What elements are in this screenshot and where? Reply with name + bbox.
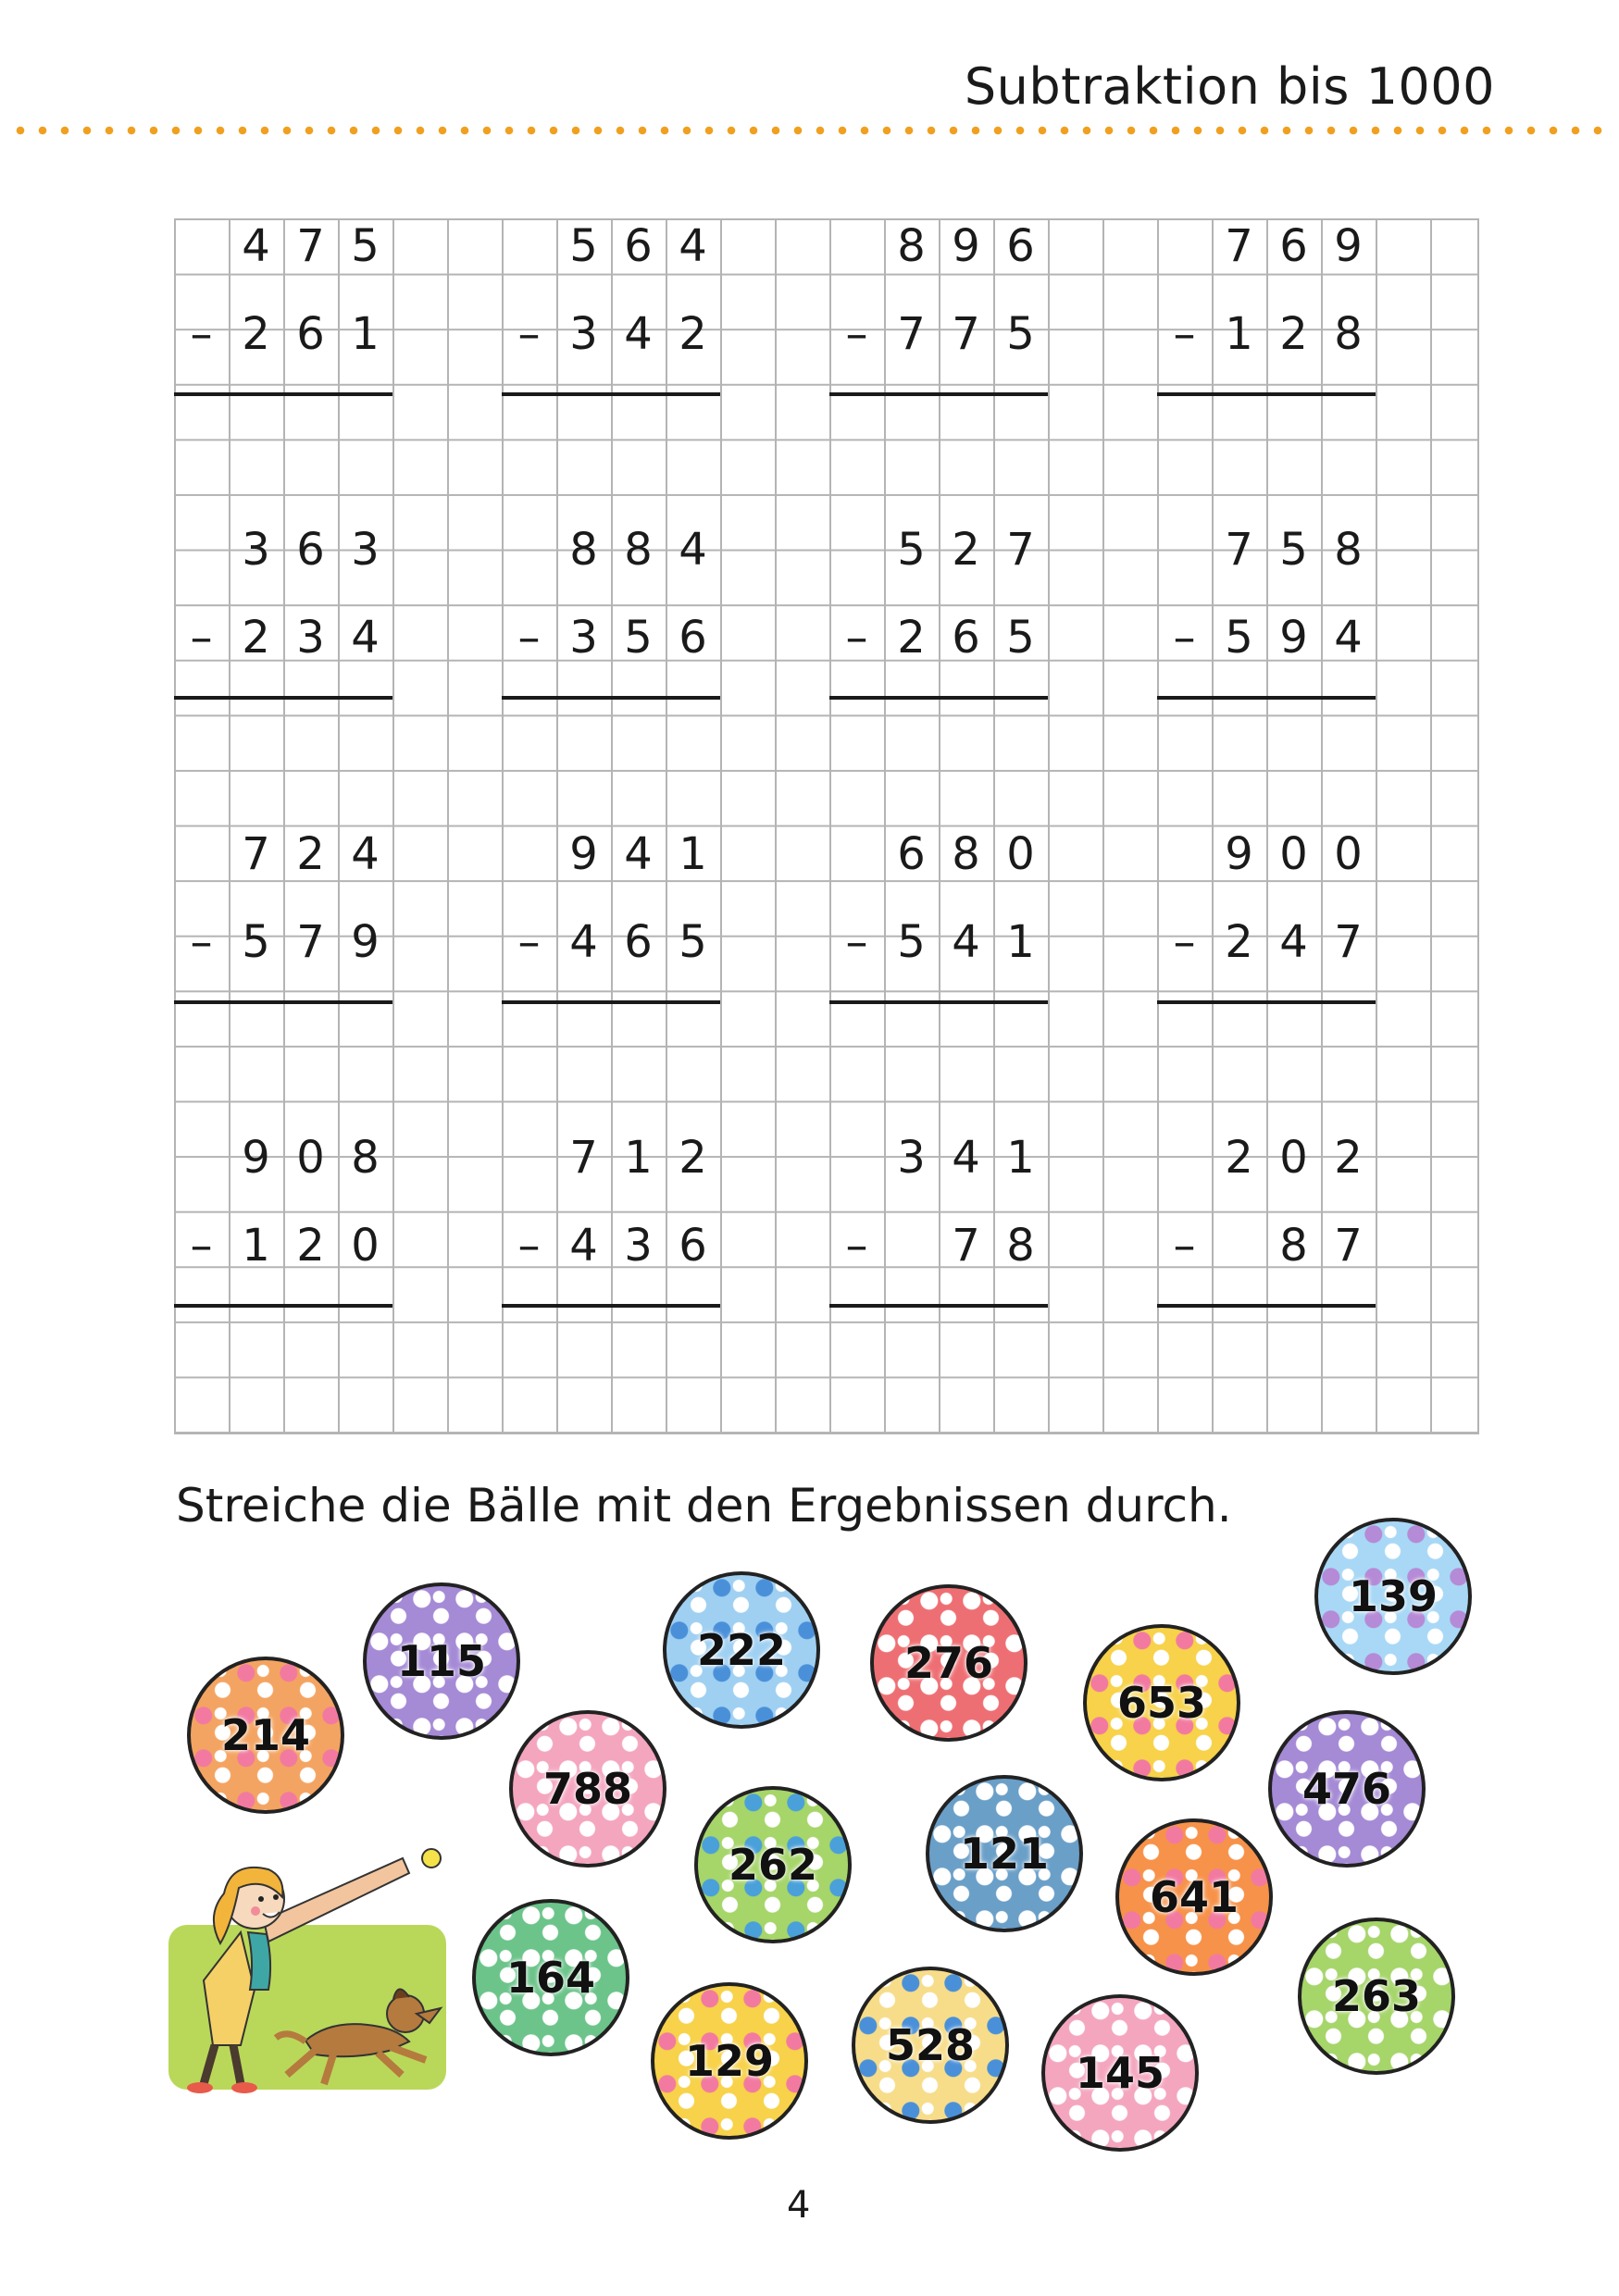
problem-digit: 6 bbox=[1006, 220, 1035, 272]
problem-digit: 4 bbox=[351, 828, 380, 880]
problem-digit: 6 bbox=[679, 612, 707, 664]
ball-number: 476 bbox=[1301, 1764, 1392, 1814]
problem-digit: 1 bbox=[1006, 1132, 1035, 1184]
problem-digit: 6 bbox=[897, 828, 926, 880]
problem-digit bbox=[502, 826, 556, 882]
minus-sign: – bbox=[1173, 308, 1196, 360]
girl-dog-drawing bbox=[167, 1832, 463, 2101]
result-line bbox=[1157, 1000, 1376, 1004]
problem-digit: 6 bbox=[624, 916, 653, 968]
problem-digit: 2 bbox=[1279, 308, 1308, 360]
subtraction-problem-1 bbox=[174, 218, 392, 394]
subtraction-problem-12 bbox=[1157, 826, 1376, 1002]
problem-digit: 2 bbox=[242, 308, 270, 360]
problem-digit: 4 bbox=[952, 1132, 980, 1184]
ball-14[interactable] bbox=[1041, 1994, 1199, 2152]
problem-digit: 3 bbox=[296, 612, 325, 664]
ball-11[interactable] bbox=[472, 1899, 629, 2056]
problem-digit bbox=[829, 522, 884, 577]
problem-digit: 7 bbox=[296, 916, 325, 968]
worksheet-grid bbox=[174, 218, 1479, 1434]
problem-digit: 2 bbox=[952, 524, 980, 576]
problem-digit: 9 bbox=[569, 828, 598, 880]
minus-sign: – bbox=[190, 916, 213, 968]
problem-digit: 5 bbox=[1006, 612, 1035, 664]
problem-digit: 3 bbox=[624, 1220, 653, 1272]
minus-sign: – bbox=[517, 1220, 541, 1272]
ball-number: 528 bbox=[885, 2020, 976, 2070]
ball-number: 121 bbox=[959, 1829, 1050, 1879]
problem-digit: 2 bbox=[897, 612, 926, 664]
problem-digit bbox=[174, 522, 229, 577]
ball-number: 129 bbox=[684, 2036, 775, 2086]
result-line bbox=[502, 1304, 720, 1308]
minus-sign: – bbox=[845, 916, 868, 968]
subtraction-problem-9 bbox=[174, 826, 392, 1002]
ball-number: 214 bbox=[220, 1710, 311, 1760]
minus-sign: – bbox=[845, 1220, 868, 1272]
problem-digit: 9 bbox=[952, 220, 980, 272]
problem-digit: 4 bbox=[679, 524, 707, 576]
problem-digit: 0 bbox=[1334, 828, 1363, 880]
problem-digit: 8 bbox=[1334, 524, 1363, 576]
subtraction-problem-10 bbox=[502, 826, 720, 1002]
minus-sign: – bbox=[517, 916, 541, 968]
ball-7[interactable] bbox=[694, 1786, 852, 1943]
ball-2[interactable] bbox=[663, 1571, 820, 1729]
problem-digit: 1 bbox=[1006, 916, 1035, 968]
result-line bbox=[1157, 392, 1376, 396]
result-line bbox=[1157, 1304, 1376, 1308]
problem-digit: 3 bbox=[569, 612, 598, 664]
problem-digit: 8 bbox=[569, 524, 598, 576]
problem-digit: 2 bbox=[1225, 1132, 1253, 1184]
problem-digit: 8 bbox=[1279, 1220, 1308, 1272]
problem-digit: 4 bbox=[569, 916, 598, 968]
problem-digit: 1 bbox=[351, 308, 380, 360]
problem-digit: 5 bbox=[679, 916, 707, 968]
ball-number: 139 bbox=[1348, 1571, 1438, 1621]
girl-and-dog-illustration bbox=[167, 1832, 463, 2101]
problem-digit bbox=[502, 1130, 556, 1185]
problem-digit bbox=[174, 1130, 229, 1185]
subtraction-problem-7 bbox=[829, 522, 1048, 698]
problem-digit: 3 bbox=[897, 1132, 926, 1184]
page-header-title: Subtraktion bis 1000 bbox=[964, 57, 1495, 116]
problem-digit: 9 bbox=[1225, 828, 1253, 880]
ball-number: 653 bbox=[1116, 1678, 1207, 1728]
problem-digit: 4 bbox=[624, 828, 653, 880]
ball-9[interactable] bbox=[1115, 1818, 1273, 1976]
problem-digit bbox=[502, 522, 556, 577]
problem-digit bbox=[174, 218, 229, 274]
problem-digit: 5 bbox=[624, 612, 653, 664]
problem-digit: 6 bbox=[624, 220, 653, 272]
subtraction-problem-14 bbox=[502, 1130, 720, 1306]
problem-digit bbox=[502, 218, 556, 274]
problem-digit bbox=[1157, 1130, 1212, 1185]
problem-digit: 5 bbox=[242, 916, 270, 968]
ball-1[interactable] bbox=[363, 1582, 520, 1740]
minus-sign: – bbox=[190, 612, 213, 664]
problem-digit: 6 bbox=[296, 524, 325, 576]
subtraction-problem-2 bbox=[502, 218, 720, 394]
minus-sign: – bbox=[845, 612, 868, 664]
problem-digit: 7 bbox=[242, 828, 270, 880]
problem-digit: 4 bbox=[624, 308, 653, 360]
minus-sign: – bbox=[517, 612, 541, 664]
problem-digit: 3 bbox=[569, 308, 598, 360]
problem-digit: 2 bbox=[296, 828, 325, 880]
ball-0[interactable] bbox=[187, 1657, 344, 1814]
instruction-text: Streiche die Bälle mit den Ergebnissen durch. bbox=[176, 1479, 1232, 1533]
ball-number: 262 bbox=[728, 1840, 818, 1890]
problem-digit: 2 bbox=[242, 612, 270, 664]
minus-sign: – bbox=[1173, 916, 1196, 968]
ball-number: 222 bbox=[696, 1625, 787, 1675]
ball-number: 276 bbox=[903, 1638, 994, 1688]
problem-digit: 6 bbox=[952, 612, 980, 664]
problem-digit: 4 bbox=[1334, 612, 1363, 664]
problem-digit: 0 bbox=[1279, 828, 1308, 880]
minus-sign: – bbox=[190, 1220, 213, 1272]
ball-number: 641 bbox=[1149, 1872, 1239, 1922]
problem-digit: 1 bbox=[679, 828, 707, 880]
problem-digit: 4 bbox=[351, 612, 380, 664]
problem-digit: 9 bbox=[1279, 612, 1308, 664]
problem-digit: 0 bbox=[1279, 1132, 1308, 1184]
result-line bbox=[829, 392, 1048, 396]
minus-sign: – bbox=[190, 308, 213, 360]
problem-digit: 7 bbox=[952, 308, 980, 360]
problem-digit: 4 bbox=[679, 220, 707, 272]
ball-3[interactable] bbox=[870, 1584, 1027, 1742]
problem-digit: 9 bbox=[242, 1132, 270, 1184]
minus-sign: – bbox=[845, 308, 868, 360]
result-line bbox=[174, 696, 392, 700]
problem-digit bbox=[1157, 826, 1212, 882]
problem-digit: 4 bbox=[952, 916, 980, 968]
problem-digit: 3 bbox=[351, 524, 380, 576]
result-line bbox=[502, 392, 720, 396]
result-line bbox=[829, 1000, 1048, 1004]
problem-digit: 2 bbox=[1225, 916, 1253, 968]
subtraction-problem-5 bbox=[174, 522, 392, 698]
result-line bbox=[502, 1000, 720, 1004]
header-dotted-divider bbox=[9, 126, 1610, 135]
result-line bbox=[174, 1304, 392, 1308]
ball-number: 788 bbox=[542, 1764, 633, 1814]
problem-digit: 3 bbox=[242, 524, 270, 576]
problem-digit: 8 bbox=[952, 828, 980, 880]
problem-digit: 2 bbox=[679, 1132, 707, 1184]
ball-13[interactable] bbox=[852, 1967, 1009, 2124]
problem-digit: 5 bbox=[897, 916, 926, 968]
ball-8[interactable] bbox=[926, 1775, 1083, 1932]
problem-digit bbox=[174, 826, 229, 882]
ball-number: 145 bbox=[1075, 2048, 1165, 2098]
problem-digit bbox=[1157, 218, 1212, 274]
problem-digit bbox=[829, 826, 884, 882]
ball-15[interactable] bbox=[1298, 1917, 1455, 2075]
problem-digit: 2 bbox=[679, 308, 707, 360]
problem-digit bbox=[1157, 522, 1212, 577]
problem-digit: 7 bbox=[1334, 916, 1363, 968]
problem-digit: 5 bbox=[1279, 524, 1308, 576]
problem-digit: 1 bbox=[624, 1132, 653, 1184]
problem-digit: 5 bbox=[351, 220, 380, 272]
problem-digit: 8 bbox=[1006, 1220, 1035, 1272]
problem-digit: 4 bbox=[569, 1220, 598, 1272]
result-line bbox=[829, 696, 1048, 700]
problem-digit: 7 bbox=[569, 1132, 598, 1184]
ball-number: 263 bbox=[1331, 1971, 1422, 2021]
problem-digit: 9 bbox=[1334, 220, 1363, 272]
problem-digit bbox=[829, 218, 884, 274]
result-line bbox=[1157, 696, 1376, 700]
problem-digit: 8 bbox=[897, 220, 926, 272]
problem-digit: 0 bbox=[351, 1220, 380, 1272]
problem-digit: 7 bbox=[1006, 524, 1035, 576]
minus-sign: – bbox=[517, 308, 541, 360]
ball-number: 164 bbox=[505, 1953, 596, 2003]
problem-digit: 1 bbox=[1225, 308, 1253, 360]
result-line bbox=[829, 1304, 1048, 1308]
page-number: 4 bbox=[787, 2184, 811, 2227]
problem-digit bbox=[829, 1130, 884, 1185]
problem-digit: 4 bbox=[242, 220, 270, 272]
problem-digit: 7 bbox=[1225, 524, 1253, 576]
problem-digit: 6 bbox=[296, 308, 325, 360]
problem-digit: 7 bbox=[1225, 220, 1253, 272]
problem-digit: 1 bbox=[242, 1220, 270, 1272]
result-line bbox=[174, 1000, 392, 1004]
minus-sign: – bbox=[1173, 612, 1196, 664]
subtraction-problem-6 bbox=[502, 522, 720, 698]
subtraction-problem-8 bbox=[1157, 522, 1376, 698]
ball-12[interactable] bbox=[651, 1982, 808, 2140]
ball-5[interactable] bbox=[1314, 1518, 1472, 1675]
subtraction-problem-4 bbox=[1157, 218, 1376, 394]
subtraction-problem-13 bbox=[174, 1130, 392, 1306]
ball-4[interactable] bbox=[1083, 1624, 1240, 1781]
problem-digit: 6 bbox=[1279, 220, 1308, 272]
problem-digit: 0 bbox=[1006, 828, 1035, 880]
subtraction-problem-11 bbox=[829, 826, 1048, 1002]
subtraction-problem-3 bbox=[829, 218, 1048, 394]
problem-digit: 6 bbox=[679, 1220, 707, 1272]
ball-6[interactable] bbox=[509, 1710, 666, 1868]
problem-digit: 2 bbox=[1334, 1132, 1363, 1184]
problem-digit: 2 bbox=[296, 1220, 325, 1272]
problem-digit: 9 bbox=[351, 916, 380, 968]
problem-digit: 5 bbox=[897, 524, 926, 576]
problem-digit: 7 bbox=[296, 220, 325, 272]
problem-digit: 5 bbox=[1006, 308, 1035, 360]
problem-digit: 7 bbox=[952, 1220, 980, 1272]
problem-digit: 8 bbox=[351, 1132, 380, 1184]
problem-digit: 8 bbox=[624, 524, 653, 576]
minus-sign: – bbox=[1173, 1220, 1196, 1272]
problem-digit: 5 bbox=[569, 220, 598, 272]
problem-digit: 8 bbox=[1334, 308, 1363, 360]
problem-digit bbox=[1212, 1218, 1266, 1273]
subtraction-problem-15 bbox=[829, 1130, 1048, 1306]
ball-10[interactable] bbox=[1268, 1710, 1426, 1868]
problem-digit: 4 bbox=[1279, 916, 1308, 968]
ball-number: 115 bbox=[396, 1636, 487, 1686]
problem-digit bbox=[884, 1218, 939, 1273]
result-line bbox=[502, 696, 720, 700]
subtraction-problem-16 bbox=[1157, 1130, 1376, 1306]
problem-digit: 7 bbox=[897, 308, 926, 360]
problem-digit: 0 bbox=[296, 1132, 325, 1184]
result-line bbox=[174, 392, 392, 396]
problem-digit: 7 bbox=[1334, 1220, 1363, 1272]
problem-digit: 5 bbox=[1225, 612, 1253, 664]
